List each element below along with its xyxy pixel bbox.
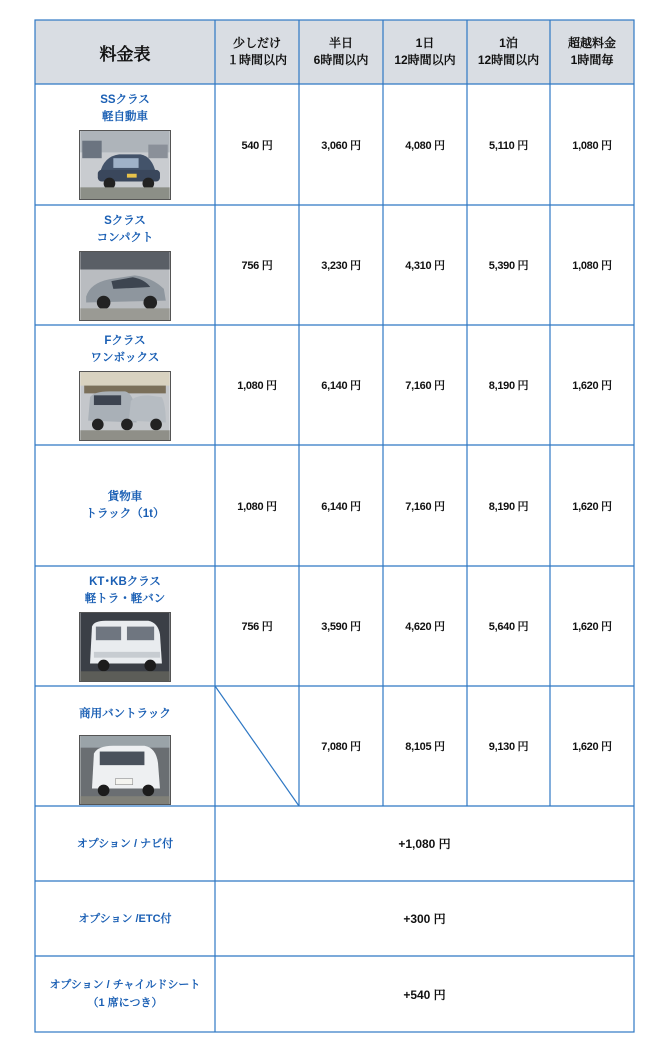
price-kt-kb-half-day: 3,590 円 bbox=[321, 621, 361, 633]
price-ss-overtime: 1,080 円 bbox=[572, 139, 612, 152]
price-s-half-day: 3,230 円 bbox=[321, 260, 361, 272]
category-cell-ss bbox=[35, 84, 215, 205]
column-header-overtime: 超越料金 1時間毎 bbox=[567, 36, 616, 67]
white-kei-van-photo bbox=[79, 612, 171, 682]
price-s-overtime: 1,080 円 bbox=[572, 260, 612, 272]
option-child-seat-price: +540 円 bbox=[403, 987, 446, 1002]
price-kt-kb-overnight: 5,640 円 bbox=[488, 621, 529, 633]
price-f-one-day: 7,160 円 bbox=[405, 380, 445, 392]
category-label: 商用バントラック bbox=[79, 708, 171, 720]
price-f-overnight: 8,190 円 bbox=[488, 380, 529, 392]
option-child-seat-label: オプション / チャイルドシート （1 席につき） bbox=[49, 979, 201, 1009]
category-cell-f bbox=[35, 325, 215, 445]
category-label: SSクラス 軽自動車 bbox=[100, 94, 150, 123]
price-f-half-day: 6,140 円 bbox=[321, 380, 361, 392]
price-commercial-van-one-day: 8,105 円 bbox=[405, 741, 445, 753]
option-etc-label: オプション /ETC付 bbox=[78, 912, 172, 925]
category-cell-truck bbox=[35, 445, 215, 566]
price-commercial-van-short-empty bbox=[215, 686, 299, 806]
price-s-short: 756 円 bbox=[241, 260, 273, 272]
price-kt-kb-one-day: 4,620 円 bbox=[405, 621, 445, 633]
price-commercial-van-overnight: 9,130 円 bbox=[488, 741, 529, 753]
category-label: 貨物車 トラック（1t） bbox=[85, 490, 165, 520]
option-navi-price: +1,080 円 bbox=[398, 837, 451, 851]
silver-kei-car-photo bbox=[79, 130, 171, 200]
price-ss-overnight: 5,110 円 bbox=[489, 139, 528, 152]
column-header-one-day: 1日 12時間以内 bbox=[394, 36, 456, 67]
price-truck-overnight: 8,190 円 bbox=[488, 500, 529, 513]
price-truck-short: 1,080 円 bbox=[237, 500, 277, 513]
column-header-overnight: 1泊 12時間以内 bbox=[477, 36, 540, 67]
column-header-short: 少しだけ １時間以内 bbox=[226, 36, 287, 67]
category-label: Fクラス ワンボックス bbox=[90, 335, 160, 364]
category-cell-kt-kb bbox=[35, 566, 215, 686]
white-commercial-van-photo bbox=[79, 735, 171, 805]
column-header-half-day: 半日 6時間以内 bbox=[313, 36, 369, 67]
category-label: KT･KBクラス 軽トラ・軽バン bbox=[84, 576, 166, 605]
price-f-short: 1,080 円 bbox=[237, 380, 277, 392]
price-s-overnight: 5,390 円 bbox=[488, 260, 529, 272]
price-ss-one-day: 4,080 円 bbox=[405, 139, 445, 152]
price-truck-one-day: 7,160 円 bbox=[405, 500, 445, 513]
price-commercial-van-overtime: 1,620 円 bbox=[572, 741, 612, 753]
price-commercial-van-half-day: 7,080 円 bbox=[321, 741, 361, 753]
price-s-one-day: 4,310 円 bbox=[405, 260, 445, 272]
price-kt-kb-overtime: 1,620 円 bbox=[572, 621, 612, 633]
price-truck-overtime: 1,620 円 bbox=[572, 500, 612, 513]
silver-minivan-photo bbox=[79, 371, 171, 441]
category-label: Sクラス コンパクト bbox=[96, 215, 154, 244]
gray-sedan-photo bbox=[79, 251, 171, 321]
price-ss-half-day: 3,060 円 bbox=[321, 139, 361, 152]
table-title: 料金表 bbox=[99, 44, 151, 64]
category-cell-s bbox=[35, 205, 215, 325]
option-navi-label: オプション / ナビ付 bbox=[76, 837, 174, 850]
price-truck-half-day: 6,140 円 bbox=[321, 500, 361, 513]
price-ss-short: 540 円 bbox=[241, 139, 273, 152]
category-cell-commercial-van bbox=[35, 686, 215, 806]
option-etc-price: +300 円 bbox=[403, 912, 446, 926]
price-kt-kb-short: 756 円 bbox=[241, 621, 273, 633]
price-f-overtime: 1,620 円 bbox=[572, 380, 612, 392]
